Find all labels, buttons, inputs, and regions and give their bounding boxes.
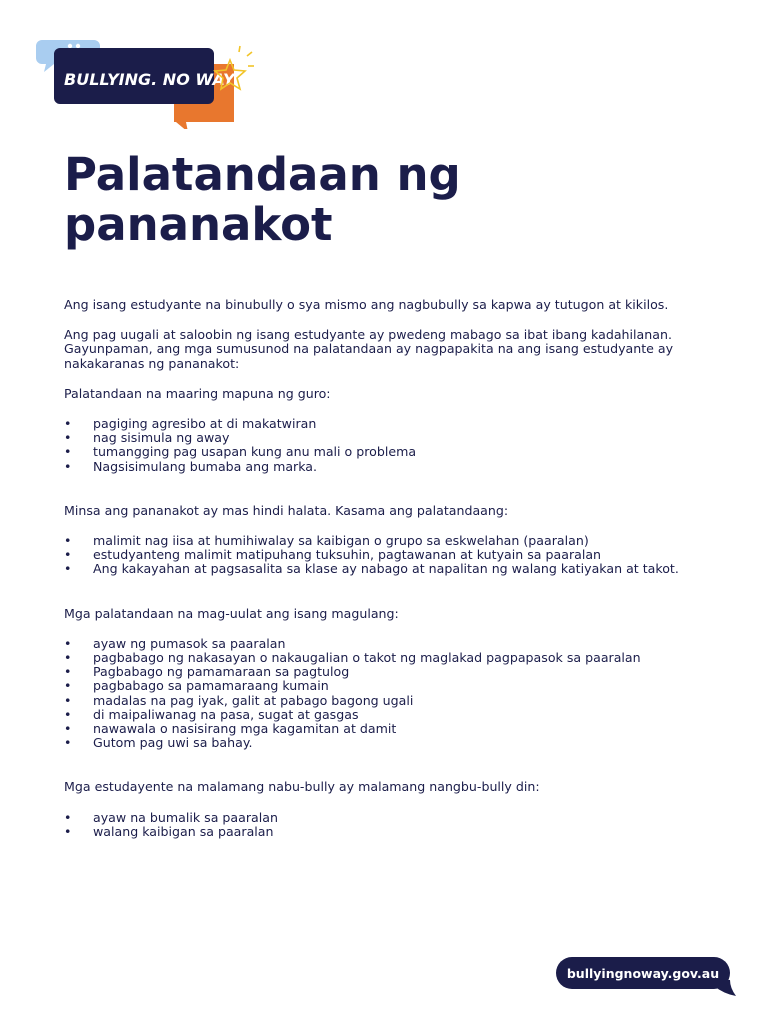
intro-paragraph: Ang pag uugali at saloobin ng isang estudyante ay pwedeng mabago sa ibat ibang kadahilanan. Gayunpaman, ang mga sumusunod na palatandaan ay nagpapakita na ang isang estudyante ay nakakaranas ng pananakot:: [64, 327, 674, 371]
list-item: • Pagbabago ng pamamaraan sa pagtulog: [64, 665, 714, 679]
document-body: [64, 298, 714, 839]
list-item: • Nagsisimulang bumaba ang marka.: [64, 460, 714, 474]
list-item: • pagbabago sa pamamaraang kumain: [64, 679, 714, 693]
logo-text: BULLYING. NO WAY!: [64, 70, 242, 89]
list-item: • Ang kakayahan at pagsasalita sa klase ay nabago at napalitan ng walang katiyakan at takot.: [64, 562, 714, 576]
list-item: • pagiging agresibo at di makatwiran: [64, 417, 714, 431]
list-item: • Gutom pag uwi sa bahay.: [64, 736, 714, 750]
website-link[interactable]: bullyingnoway.gov.au: [556, 957, 730, 989]
subtle-signs-list: [64, 534, 714, 577]
teacher-signs-list: [64, 417, 714, 474]
list-item: • madalas na pag iyak, galit at pabago bagong ugali: [64, 694, 714, 708]
list-item: • nag sisimula ng away: [64, 431, 714, 445]
list-item: • walang kaibigan sa paaralan: [64, 825, 714, 839]
bullying-no-way-logo: [34, 34, 259, 129]
list-item: • nawawala o nasisirang mga kagamitan at damit: [64, 722, 714, 736]
list-item: • ayaw na bumalik sa paaralan: [64, 811, 714, 825]
list-item: • tumangging pag usapan kung anu mali o problema: [64, 445, 714, 459]
speech-tail-icon: [714, 980, 736, 996]
list-item: • estudyanteng malimit matipuhang tuksuhin, pagtawanan at kutyain sa paaralan: [64, 548, 714, 562]
list-item: • pagbabago ng nakasayan o nakaugalian o takot ng maglakad pagpapasok sa paaralan: [64, 651, 714, 665]
bully-signs-list: [64, 811, 714, 839]
section-heading-bully: Mga estudayente na malamang nabu-bully ay malamang nangbu-bully din:: [64, 779, 540, 795]
list-item: • ayaw ng pumasok sa paaralan: [64, 637, 714, 651]
page-title: Palatandaan ng pananakot: [64, 148, 461, 251]
list-item: • malimit nag iisa at humihiwalay sa kaibigan o grupo sa eskwelahan (paaralan): [64, 534, 714, 548]
section-heading-teacher: Palatandaan na maaring mapuna ng guro:: [64, 385, 331, 401]
list-item: • di maipaliwanag na pasa, sugat at gasgas: [64, 708, 714, 722]
section-heading-subtle: Minsa ang pananakot ay mas hindi halata. Kasama ang palatandaang:: [64, 502, 509, 518]
section-heading-parent: Mga palatandaan na mag-uulat ang isang magulang:: [64, 605, 399, 621]
parent-signs-list: [64, 637, 714, 751]
intro-paragraph: Ang isang estudyante na binubully o sya mismo ang nagbubully sa kapwa ay tutugon at kikilos.: [64, 297, 669, 312]
